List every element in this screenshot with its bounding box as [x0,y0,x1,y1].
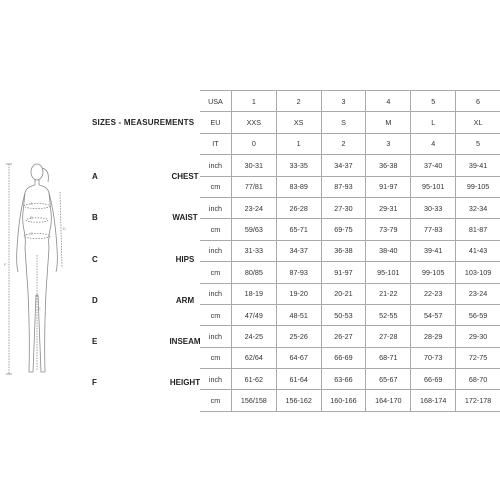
size-cell: S [321,112,366,133]
table-row-height-cm [200,390,500,411]
measure-name-waist: WAIST [172,213,198,222]
measure-cell: 25-26 [276,326,321,347]
measure-cell: 36-38 [366,155,411,176]
measure-cell: 21-22 [366,283,411,304]
measure-cell: 64-67 [276,347,321,368]
measure-cell: 65-71 [276,219,321,240]
table-row-inseam-inch [200,326,500,347]
size-cell: XL [456,112,500,133]
size-cell: XXS [231,112,276,133]
measure-letter-e: E [92,337,98,346]
measure-cell: 66-69 [321,347,366,368]
size-cell: 4 [411,133,456,154]
measure-cell: 156-162 [276,390,321,411]
measure-cell: 34-37 [321,155,366,176]
figure-label-c: C [30,231,33,236]
figure-label-b: B [30,215,33,220]
table-row-height-inch [200,369,500,390]
measure-cell: 26-28 [276,197,321,218]
unit-label-cm: cm [200,176,231,197]
measure-name-chest: CHEST [171,172,199,181]
measure-cell: 29-30 [456,326,500,347]
measure-name-inseam: INSEAM [169,337,201,346]
measure-cell: 52-55 [366,304,411,325]
measure-letter-d: D [92,296,98,305]
measure-cell: 77/81 [231,176,276,197]
measure-cell: 95-101 [366,262,411,283]
system-label-usa: USA [200,91,231,112]
measure-cell: 80/85 [231,262,276,283]
unit-label-cm: cm [200,262,231,283]
measure-cell: 61-64 [276,369,321,390]
table-row-hips-cm [200,262,500,283]
size-cell: XS [276,112,321,133]
size-cell: 6 [456,91,500,112]
size-cell: L [411,112,456,133]
size-cell: 0 [231,133,276,154]
measure-cell: 66-69 [411,369,456,390]
measure-cell: 39-41 [456,155,500,176]
body-measurement-figure [0,160,78,410]
measure-cell: 164-170 [366,390,411,411]
unit-label-inch: inch [200,283,231,304]
size-cell: M [366,112,411,133]
measure-cell: 99-105 [411,262,456,283]
measure-cell: 28-29 [411,326,456,347]
measure-cell: 54-57 [411,304,456,325]
hips-guide [24,234,50,239]
measure-cell: 30-33 [411,197,456,218]
measure-cell: 29-31 [366,197,411,218]
measure-cell: 22-23 [411,283,456,304]
measure-cell: 18-19 [231,283,276,304]
chest-guide [24,204,50,209]
figure-label-f: F [4,262,7,267]
measure-cell: 73-79 [366,219,411,240]
measure-cell: 61-62 [231,369,276,390]
measure-cell: 26-27 [321,326,366,347]
table-row-chest-inch [200,155,500,176]
unit-label-inch: inch [200,240,231,261]
measure-cell: 156/158 [231,390,276,411]
size-cell: 1 [276,133,321,154]
measure-cell: 19-20 [276,283,321,304]
table-row-it [200,133,500,154]
measure-cell: 38-40 [366,240,411,261]
measure-cell: 103-109 [456,262,500,283]
measure-cell: 68-71 [366,347,411,368]
table-row-arm-cm [200,304,500,325]
measure-cell: 83-89 [276,176,321,197]
measure-cell: 30-31 [231,155,276,176]
measure-cell: 59/63 [231,219,276,240]
measure-letter-f: F [92,378,97,387]
measure-cell: 62/64 [231,347,276,368]
size-cell: 2 [276,91,321,112]
unit-label-cm: cm [200,304,231,325]
measure-letter-a: A [92,172,98,181]
table-row-chest-cm [200,176,500,197]
measure-cell: 168-174 [411,390,456,411]
table-row-usa [200,91,500,112]
table-row-waist-inch [200,197,500,218]
unit-label-inch: inch [200,197,231,218]
measure-cell: 34-37 [276,240,321,261]
measure-cell: 91-97 [366,176,411,197]
figure-label-d: D [63,226,66,231]
unit-label-cm: cm [200,390,231,411]
size-cell: 3 [366,133,411,154]
unit-label-inch: inch [200,369,231,390]
measure-cell: 81-87 [456,219,500,240]
measure-cell: 77-83 [411,219,456,240]
measure-cell: 39-41 [411,240,456,261]
measure-cell: 87-93 [276,262,321,283]
unit-label-inch: inch [200,326,231,347]
measure-cell: 68-70 [456,369,500,390]
measure-cell: 70-73 [411,347,456,368]
measure-cell: 69-75 [321,219,366,240]
measure-cell: 27-28 [366,326,411,347]
measure-cell: 20-21 [321,283,366,304]
measure-name-hips: HIPS [175,255,195,264]
measure-cell: 65-67 [366,369,411,390]
measure-cell: 172-178 [456,390,500,411]
measure-cell: 63-66 [321,369,366,390]
system-label-eu: EU [200,112,231,133]
measure-cell: 23-24 [231,197,276,218]
measure-cell: 33-35 [276,155,321,176]
size-chart-table [200,90,500,412]
measure-letter-b: B [92,213,98,222]
size-cell: 5 [411,91,456,112]
section-title: SIZES - MEASUREMENTS [92,118,195,127]
figure-label-e: E [38,306,41,311]
measure-letter-c: C [92,255,98,264]
table-row-eu [200,112,500,133]
measure-cell: 99-105 [456,176,500,197]
measure-cell: 50-53 [321,304,366,325]
table-row-hips-inch [200,240,500,261]
figure-head [31,164,43,180]
measure-cell: 56-59 [456,304,500,325]
measure-cell: 47/49 [231,304,276,325]
measure-name-arm: ARM [175,296,195,305]
measure-cell: 23-24 [456,283,500,304]
system-label-it: IT [200,133,231,154]
size-cell: 4 [366,91,411,112]
size-cell: 5 [456,133,500,154]
unit-label-cm: cm [200,219,231,240]
size-cell: 1 [231,91,276,112]
unit-label-inch: inch [200,155,231,176]
table-row-waist-cm [200,219,500,240]
measure-cell: 27-30 [321,197,366,218]
measure-cell: 160-166 [321,390,366,411]
measure-cell: 36-38 [321,240,366,261]
measure-cell: 72-75 [456,347,500,368]
measure-cell: 48-51 [276,304,321,325]
figure-torso [23,185,52,372]
arm-guide [60,192,62,268]
size-cell: 3 [321,91,366,112]
size-cell: 2 [321,133,366,154]
table-row-arm-inch [200,283,500,304]
unit-label-cm: cm [200,347,231,368]
measure-cell: 32-34 [456,197,500,218]
measure-cell: 24-25 [231,326,276,347]
measure-cell: 31-33 [231,240,276,261]
measure-cell: 37-40 [411,155,456,176]
measure-cell: 41-43 [456,240,500,261]
measure-cell: 95-101 [411,176,456,197]
measure-cell: 91-97 [321,262,366,283]
table-row-inseam-cm [200,347,500,368]
measure-cell: 87-93 [321,176,366,197]
figure-label-a: A [30,201,33,206]
measure-name-height: HEIGHT [169,378,201,387]
